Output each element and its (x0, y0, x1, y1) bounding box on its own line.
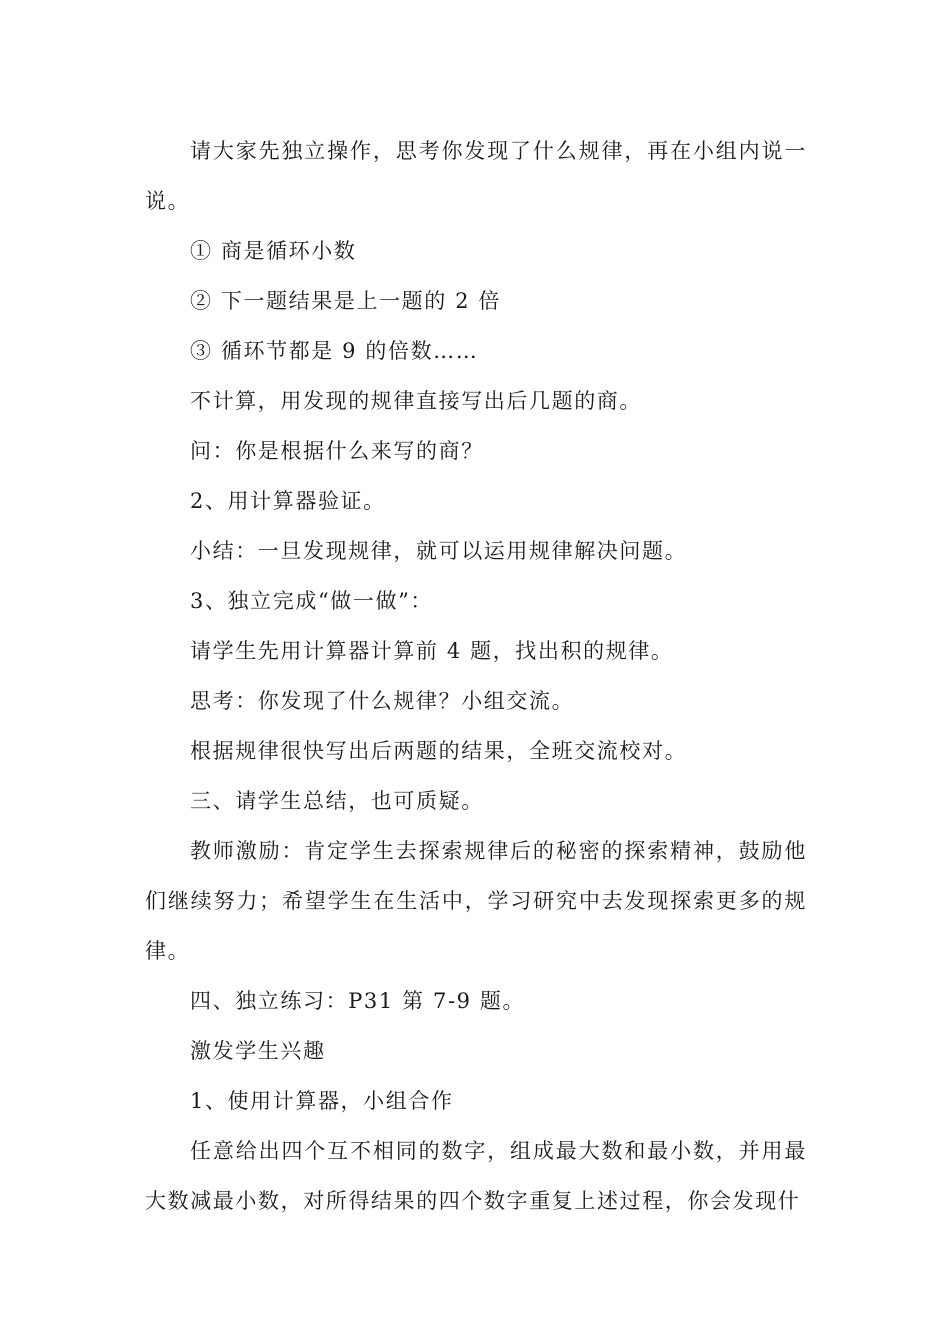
paragraph-stimulate-interest: 激发学生兴趣 (190, 1039, 326, 1063)
paragraph-finding-3: ③ 循环节都是 9 的倍数…… (190, 339, 479, 363)
paragraph-question: 问：你是根据什么来写的商？ (190, 439, 484, 463)
paragraph-finding-1: ① 商是循环小数 (190, 239, 357, 263)
paragraph-four-digits-task: 任意给出四个互不相同的数字，组成最大数和最小数，并用最大数减最小数，对所得结果的四个数字重复上述过程，你会发现什 (145, 1139, 807, 1213)
paragraph-calc-first-four: 请学生先用计算器计算前 4 题，找出积的规律。 (190, 639, 674, 663)
paragraph-verify-step: 2、用计算器验证。 (190, 489, 386, 513)
paragraph-section-three: 三、请学生总结，也可质疑。 (190, 789, 484, 813)
paragraph-think-discuss: 思考：你发现了什么规律？小组交流。 (190, 689, 575, 713)
paragraph-summary: 小结：一旦发现规律，就可以运用规律解决问题。 (190, 539, 688, 563)
paragraph-teacher-encouragement: 教师激励：肯定学生去探索规律后的秘密的探索精神，鼓励他们继续努力；希望学生在生活中，学习研究中去发现探索更多的规律。 (145, 839, 807, 963)
paragraph-use-calculator: 1、使用计算器，小组合作 (190, 1089, 454, 1113)
paragraph-write-results: 根据规律很快写出后两题的结果，全班交流校对。 (190, 739, 688, 763)
paragraph-do-it-step: 3、独立完成“做一做”： (190, 589, 434, 613)
paragraph-section-four: 四、独立练习：P31 第 7-9 题。 (190, 989, 526, 1013)
paragraph-no-calculation: 不计算，用发现的规律直接写出后几题的商。 (190, 389, 642, 413)
paragraph-finding-2: ② 下一题结果是上一题的 2 倍 (190, 289, 501, 313)
paragraph-intro-instruction: 请大家先独立操作，思考你发现了什么规律，再在小组内说一说。 (145, 139, 807, 213)
document-body (145, 126, 807, 1226)
